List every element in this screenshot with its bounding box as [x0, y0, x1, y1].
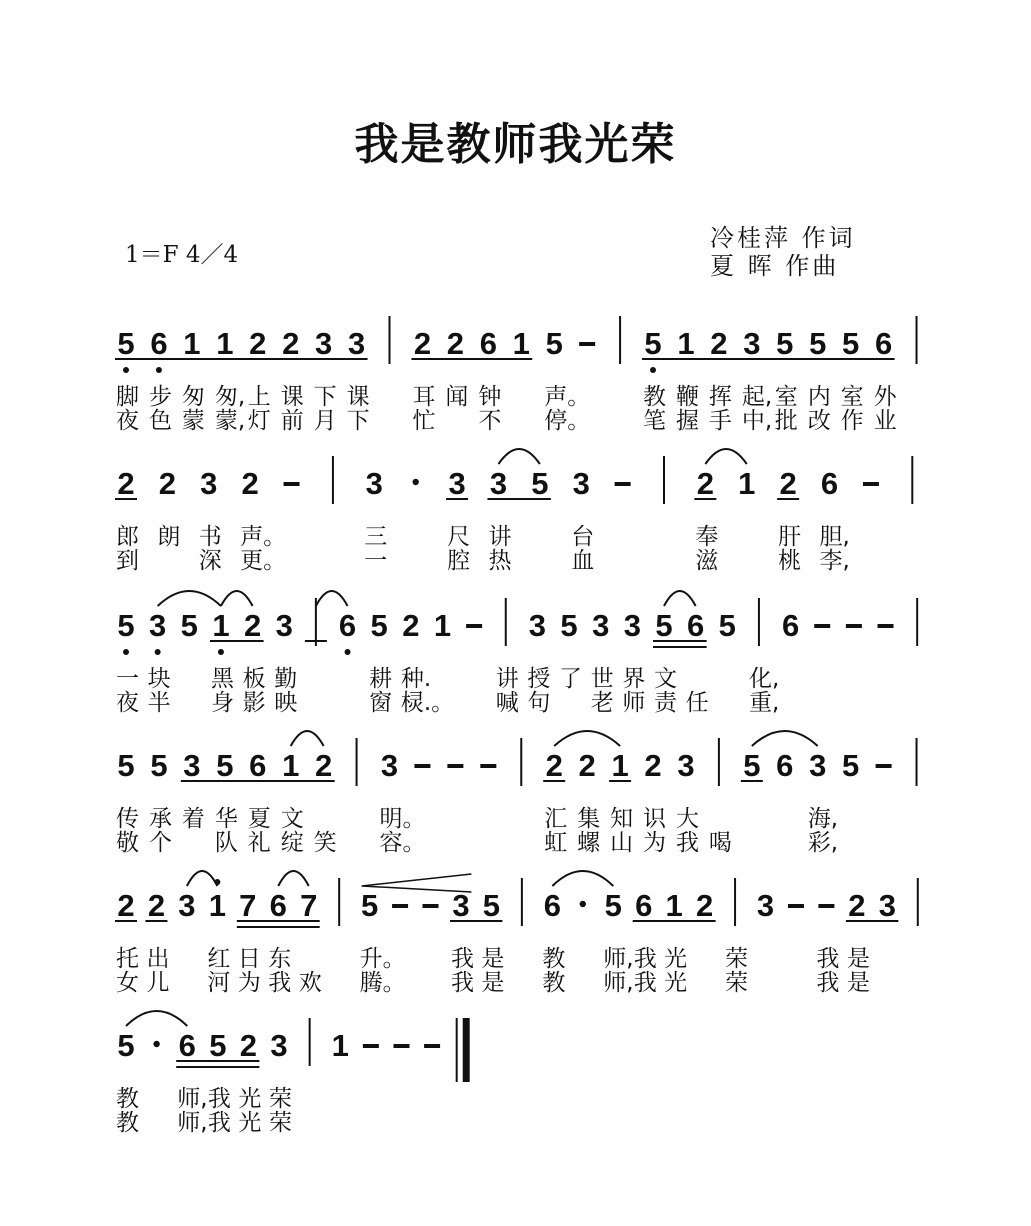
lyric-char: 夜 [116, 408, 139, 434]
lyric-char: 室 [774, 384, 798, 410]
note-5: 5 [370, 608, 388, 643]
lyric-char: 师, [177, 1110, 208, 1136]
lyric-char: 教 [643, 384, 667, 410]
note-6: 6 [543, 888, 561, 923]
note-2: 2 [147, 888, 166, 923]
lyric-char: 血 [571, 548, 595, 574]
lyric-char: 中, [741, 408, 773, 434]
lyric-char: 映 [274, 690, 298, 716]
note-2: 2 [243, 608, 262, 643]
lyric-char: 河 [207, 970, 231, 996]
note-2: 2 [578, 748, 596, 783]
lyric-char: 世 [590, 666, 614, 692]
lyric-char: 知 [610, 806, 634, 832]
lyric-char: 女 [116, 970, 139, 996]
lyric-char: 声。 [544, 384, 591, 410]
lyric-char: 朗 [157, 524, 181, 550]
lyric-char: 明。 [379, 806, 426, 832]
lyric-char: 大 [675, 806, 699, 832]
note-1: 1 [512, 326, 530, 361]
note-3: 3 [623, 608, 641, 643]
lyric-char: 是 [481, 970, 505, 996]
note-6: 6 [776, 748, 794, 783]
slur [126, 1011, 187, 1026]
lyric-char: 绽 [280, 830, 304, 856]
lyric-char: 识 [643, 806, 667, 832]
lyric-char: 师 [622, 690, 646, 716]
lyric-char: 李, [819, 548, 850, 574]
augmentation-dot [580, 901, 586, 907]
note-3: 3 [756, 888, 775, 923]
lyric-char: 集 [577, 806, 601, 832]
octave-dot-low [156, 367, 162, 373]
dash-sustain [579, 342, 595, 346]
lyric-char: 闻 [445, 384, 469, 410]
song-title: 我是教师我光荣 [354, 119, 677, 170]
note-6: 6 [178, 1028, 196, 1063]
key-signature: 1＝F 4／4 [125, 242, 239, 268]
lyric-char: 笑 [313, 830, 337, 856]
lyric-char: 滋 [695, 548, 719, 574]
note-2: 2 [315, 748, 333, 783]
dash-sustain [818, 904, 834, 908]
note-3: 3 [380, 748, 399, 783]
note-6: 6 [874, 326, 893, 361]
dash-sustain [447, 764, 463, 768]
note-5: 5 [117, 748, 135, 783]
lyric-char: 台 [571, 524, 595, 550]
lyric-char: 课 [280, 384, 304, 410]
lyric-char: 深 [198, 548, 222, 574]
lyric-char: 喊 [495, 690, 519, 716]
lyric-char: 是 [846, 946, 870, 972]
slur [316, 591, 348, 606]
note-3: 3 [200, 466, 218, 501]
lyric-char: 奉 [695, 524, 719, 550]
octave-dot-low [650, 367, 656, 373]
note-5: 5 [209, 1028, 227, 1063]
note-5: 5 [482, 888, 501, 923]
note-3: 3 [528, 608, 547, 643]
dash-sustain [363, 1044, 379, 1048]
lyric-char: 手 [708, 408, 732, 434]
note-2: 2 [413, 326, 432, 361]
slur [291, 731, 324, 746]
augmentation-dot [412, 479, 418, 485]
composer-credit: 夏 晖 作曲 [710, 252, 840, 280]
note-1: 1 [331, 1028, 349, 1063]
slur [278, 871, 308, 886]
lyric-char: 师, [603, 970, 634, 996]
slur [554, 731, 620, 746]
lyric-char: 是 [481, 946, 505, 972]
note-5: 5 [117, 608, 135, 643]
lyric-char: 老 [590, 690, 614, 716]
lyric-char: 热 [488, 548, 512, 574]
dash-sustain [480, 764, 496, 768]
octave-dot-low [155, 649, 161, 655]
lyric-char: 我 [207, 1086, 231, 1112]
lyric-char: 我 [633, 970, 657, 996]
lyric-char: 作 [840, 408, 864, 434]
note-3: 3 [149, 608, 167, 643]
lyric-char: 教 [116, 1110, 139, 1136]
lyric-char: 重, [748, 690, 780, 716]
augmentation-dot [153, 1041, 159, 1047]
lyric-char: 彩, [807, 830, 839, 856]
lyric-char: 喝 [708, 830, 732, 856]
note-2: 2 [239, 1028, 258, 1063]
lyric-char: 我 [633, 946, 657, 972]
dash-sustain [424, 1044, 440, 1048]
dash-sustain [423, 904, 439, 908]
lyric-char: 虹 [544, 830, 568, 856]
note-1: 1 [282, 748, 300, 783]
lyric-char: 光 [238, 1110, 262, 1136]
note-6: 6 [781, 608, 800, 643]
lyric-char: 了 [559, 666, 583, 692]
dash-sustain [788, 904, 804, 908]
lyric-char: 荣 [725, 946, 749, 972]
lyric-char: 业 [873, 408, 897, 434]
lyric-char: 教 [116, 1086, 139, 1112]
lyric-char: 三 [364, 524, 388, 550]
lyric-char: 任 [685, 690, 709, 716]
note-2: 2 [695, 888, 714, 923]
note-2: 2 [446, 326, 465, 361]
note-6: 6 [820, 466, 839, 501]
lyric-char: 桃 [778, 548, 802, 574]
lyric-char: 我 [816, 946, 840, 972]
note-5: 5 [360, 888, 379, 923]
lyric-char: 欢 [298, 970, 322, 996]
lyric-char: 脚 [116, 384, 139, 410]
lyric-char: 半 [147, 690, 171, 716]
note-2: 2 [545, 748, 563, 783]
lyric-char: 课 [346, 384, 370, 410]
note-3: 3 [489, 466, 508, 501]
note-5: 5 [644, 326, 662, 361]
lyric-char: 光 [664, 946, 688, 972]
lyric-char: 蒙 [181, 408, 205, 434]
lyric-char: 授 [527, 666, 551, 692]
slur [221, 591, 253, 606]
dash-sustain [393, 1044, 409, 1048]
note-2: 2 [402, 608, 420, 643]
note-5: 5 [842, 748, 860, 783]
note-6: 6 [269, 888, 287, 923]
lyric-char: 讲 [495, 666, 519, 692]
lyric-char: 步 [148, 384, 172, 410]
note-2: 2 [282, 326, 300, 361]
note-5: 5 [216, 748, 234, 783]
note-1: 1 [208, 888, 226, 923]
lyric-char: 起, [741, 384, 773, 410]
note-5: 5 [718, 608, 736, 643]
lyric-char: 队 [214, 830, 238, 856]
note-1: 1 [611, 748, 629, 783]
slur [498, 449, 539, 464]
lyric-char: 责 [654, 690, 677, 716]
note-3: 3 [677, 748, 695, 783]
note-2: 2 [117, 888, 135, 923]
note-5: 5 [180, 608, 198, 643]
lyric-char: 个 [148, 830, 172, 856]
lyric-char: 肝 [778, 524, 802, 550]
lyric-char: 礼 [247, 830, 271, 856]
slur [552, 871, 613, 886]
lyric-char: 我 [816, 970, 840, 996]
note-5: 5 [776, 326, 794, 361]
note-1: 1 [738, 466, 756, 501]
note-5: 5 [743, 748, 761, 783]
lyric-char: 色 [148, 408, 172, 434]
lyric-char: 前 [280, 408, 304, 434]
note-3: 3 [183, 748, 201, 783]
lyric-char: 匆 [181, 384, 205, 410]
lyric-char: 握 [675, 408, 699, 434]
lyric-char: 为 [237, 970, 261, 996]
lyric-char: 下 [346, 408, 370, 434]
lyric-char: 为 [643, 830, 667, 856]
note-1: 1 [433, 608, 452, 643]
lyric-char: 停。 [544, 408, 591, 434]
note-5: 5 [560, 608, 578, 643]
dash-sustain [876, 764, 892, 768]
lyric-char: 月 [313, 408, 337, 434]
lyric-char: 影 [242, 690, 266, 716]
note-6: 6 [635, 888, 653, 923]
note-2: 2 [241, 466, 259, 501]
lyric-char: 儿 [146, 970, 170, 996]
lyric-char: 我 [675, 830, 699, 856]
lyric-char: 忙 [412, 408, 436, 434]
lyric-char: 一 [116, 666, 139, 692]
lyric-char: 螺 [577, 830, 601, 856]
note-2: 2 [249, 326, 267, 361]
note-5: 5 [117, 1028, 135, 1063]
lyric-char: 出 [146, 946, 170, 972]
note-6: 6 [150, 326, 168, 361]
lyric-char: 内 [807, 384, 831, 410]
note-7: 7 [300, 888, 318, 923]
note-5: 5 [842, 326, 860, 361]
dash-sustain [814, 624, 830, 628]
lyric-char: 我 [450, 970, 474, 996]
lyric-char: 块 [147, 666, 171, 692]
lyric-char: 批 [774, 408, 798, 434]
lyric-char: 升。 [359, 946, 406, 972]
lyric-char: 上 [247, 384, 271, 410]
slur [187, 871, 217, 886]
lyric-char: 山 [610, 830, 634, 856]
lyric-char: 着 [181, 806, 205, 832]
lyric-char: 到 [116, 548, 139, 574]
note-2: 2 [117, 466, 135, 501]
dash-sustain [414, 764, 430, 768]
note-6: 6 [479, 326, 497, 361]
lyric-char: 匆, [214, 384, 246, 410]
octave-dot-low [345, 649, 351, 655]
note-5: 5 [545, 326, 563, 361]
octave-dot-low [123, 367, 129, 373]
lyric-char: 师, [177, 1086, 208, 1112]
note-5: 5 [604, 888, 622, 923]
note-2: 2 [848, 888, 866, 923]
dash-sustain [846, 624, 862, 628]
note-2: 2 [696, 466, 715, 501]
note-3: 3 [315, 326, 333, 361]
lyric-char: 不 [478, 408, 502, 434]
note-2: 2 [644, 748, 662, 783]
lyric-char: 勤 [274, 666, 298, 692]
lyric-char: 板 [242, 666, 266, 692]
note-2: 2 [779, 466, 797, 501]
slur [705, 449, 746, 464]
octave-dot-low [218, 649, 224, 655]
lyric-char: 师, [603, 946, 634, 972]
note-6: 6 [338, 608, 357, 643]
lyric-char: 室 [840, 384, 864, 410]
lyric-char: 海, [807, 806, 839, 832]
note-3: 3 [275, 608, 293, 643]
note-2: 2 [158, 466, 177, 501]
lyric-char: 夜 [116, 690, 139, 716]
note-2: 2 [710, 326, 728, 361]
lyric-char: 光 [238, 1086, 262, 1112]
lyric-char: 讲 [488, 524, 512, 550]
note-3: 3 [347, 326, 366, 361]
dash-sustain [878, 624, 894, 628]
note-3: 3 [743, 326, 761, 361]
lyric-char: 敬 [116, 830, 139, 856]
lyric-char: 身 [210, 690, 234, 716]
note-1: 1 [212, 608, 230, 643]
lyric-char: 声。 [240, 524, 287, 550]
lyric-char: 荣 [269, 1086, 293, 1112]
lyric-char: 腔 [447, 548, 471, 574]
lyric-char: 华 [214, 806, 238, 832]
lyric-char: 荣 [269, 1110, 293, 1136]
lyric-char: 托 [116, 946, 139, 972]
dash-sustain [466, 624, 482, 628]
lyric-char: 黑 [210, 666, 234, 692]
lyric-char: 灯 [247, 408, 271, 434]
lyric-char: 种. [400, 666, 432, 692]
note-6: 6 [687, 608, 705, 643]
lyric-char: 耳 [412, 384, 436, 410]
lyricist-credit: 冷桂萍 作词 [710, 224, 856, 252]
note-7: 7 [239, 888, 257, 923]
lyric-char: 汇 [544, 806, 568, 832]
lyric-char: 外 [873, 384, 897, 410]
note-3: 3 [809, 748, 827, 783]
lyric-char: 棂.。 [400, 690, 455, 716]
note-3: 3 [878, 888, 896, 923]
lyric-char: 更。 [240, 548, 287, 574]
lyric-char: 蒙, [214, 408, 246, 434]
lyric-char: 胆, [819, 524, 850, 550]
note-3: 3 [572, 466, 590, 501]
slur [158, 591, 221, 606]
octave-dot-low [123, 649, 129, 655]
lyric-char: 句 [527, 690, 551, 716]
lyric-char: 界 [622, 666, 646, 692]
lyric-char: 尺 [447, 524, 471, 550]
final-barline-thick [463, 1018, 470, 1082]
lyric-char: 夏 [247, 806, 271, 832]
note-5: 5 [150, 748, 168, 783]
slur [752, 731, 818, 746]
lyric-char: 容。 [379, 830, 426, 856]
lyric-char: 我 [207, 1110, 231, 1136]
lyric-char: 是 [846, 970, 870, 996]
lyric-char: 下 [313, 384, 337, 410]
lyric-char: 红 [207, 946, 231, 972]
lyric-char: 改 [807, 408, 831, 434]
octave-dot-high [214, 879, 220, 885]
note-3: 3 [448, 466, 466, 501]
note-3: 3 [178, 888, 196, 923]
lyric-char: 传 [116, 806, 139, 832]
note-3: 3 [592, 608, 610, 643]
dash-sustain [615, 482, 631, 486]
lyric-char: 耕 [369, 666, 393, 692]
note-1: 1 [665, 888, 683, 923]
note-3: 3 [270, 1028, 288, 1063]
lyric-char: 荣 [725, 970, 749, 996]
lyric-char: 文 [280, 806, 304, 832]
lyric-char: 鞭 [675, 384, 699, 410]
note-5: 5 [655, 608, 673, 643]
note-1: 1 [183, 326, 201, 361]
note-3: 3 [452, 888, 470, 923]
lyric-char: 教 [542, 946, 566, 972]
note-6: 6 [249, 748, 267, 783]
lyric-char: 窗 [369, 690, 393, 716]
note-1: 1 [216, 326, 234, 361]
note-5: 5 [117, 326, 135, 361]
note-1: 1 [677, 326, 695, 361]
dash-sustain [392, 904, 408, 908]
lyric-char: 钟 [478, 384, 502, 410]
lyric-char: 一 [364, 548, 388, 574]
dash-sustain [863, 482, 879, 486]
lyric-char: 日 [237, 946, 261, 972]
lyric-char: 我 [450, 946, 474, 972]
note-5: 5 [531, 466, 549, 501]
lyric-char: 我 [268, 970, 292, 996]
slur [664, 591, 696, 606]
note-5: 5 [809, 326, 827, 361]
lyric-char: 教 [542, 970, 566, 996]
lyric-char: 承 [148, 806, 172, 832]
lyric-char: 化, [748, 666, 780, 692]
lyric-char: 书 [198, 524, 222, 550]
lyric-char: 光 [664, 970, 688, 996]
lyric-char: 挥 [708, 384, 732, 410]
lyric-char: 郎 [116, 524, 139, 550]
dash-sustain [284, 482, 300, 486]
lyric-char: 文 [654, 666, 677, 692]
lyric-char: 东 [268, 946, 292, 972]
lyric-char: 腾。 [359, 970, 406, 996]
note-3: 3 [365, 466, 383, 501]
lyric-char: 笔 [643, 408, 667, 434]
